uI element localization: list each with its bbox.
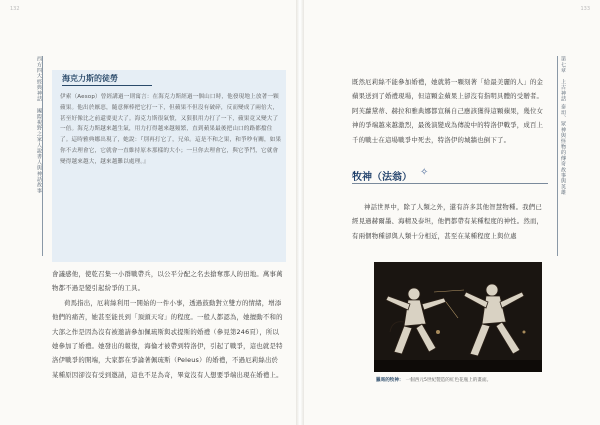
caption-text: 一個西元5世紀製造的紅色花瓶上的畫面。 <box>405 378 492 383</box>
left-page-number: 132 <box>10 6 20 12</box>
paragraph: 既然厄莉絲不能參加婚禮，她就將一顆刻著「給最美麗的人」的金蘋果送到了婚禮現場，但這顆金蘋果上卻沒有指明具體的受贈者。阿芙蘿黛蒂、赫拉和雅典娜都宣稱自己應該獲得這顆蘋果，幾位女神的爭端越來越激烈，最後演變成為傳說中的特洛伊戰爭，成百上千的戰士在這場戰爭中死去，特洛伊的城牆也倒下了。 <box>352 78 544 144</box>
right-margin-rule <box>557 56 558 256</box>
right-page-number: 133 <box>580 6 590 12</box>
left-running-head-book: 國際視野之家人說書人與神話故事 <box>36 108 42 194</box>
diamond-sparkle-icon: ✧ <box>420 167 429 178</box>
right-running-head-chapter: 第七章 上古神話 <box>560 56 566 102</box>
book-gutter <box>296 0 304 425</box>
paragraph: 會議感他，使乾召集一小群戰帶兵，以公平分配之名去搶奪那人的田地。萬事萬物都不過是變引起紛爭的工具。 <box>52 270 283 293</box>
figure-caption <box>376 377 542 384</box>
sidebar-title-underline <box>62 85 152 86</box>
left-margin-rule <box>42 56 43 256</box>
caption-head: 羅馬的牧神： <box>376 378 404 383</box>
sidebar-title: 海克力斯的徒勞 <box>62 74 118 83</box>
right-body-text-top <box>352 75 548 147</box>
right-running-head-subtitle: 泰坦、眾神與怪物的傳奇故事與英雄 <box>560 104 566 196</box>
left-running-head-series: 西方四大經典神話 <box>36 56 42 102</box>
sidebar-text: 伊索（Aesop）曾經講過一則寓言：在海克力斯經過一個山口時，他發現地上放著一顆蘋果。他出於厭惡，隨意揮棒把它打一下，但蘋果不但沒有破碎，反而變成了兩倍大，甚至好像比之前還要更大了。海克力斯很氣憤，又狠狠用力打了一下，蘋果竟又變大了一倍。海克力斯越來越生氣，用力打得越來越頻繁，直到蘋果最後把山口的路都擋住了。這時雅典娜出現了，她說：『別再打它了，兄弟。這是不和之果，和爭吵有關，如果你不去理會它，它就會一直維持原本那樣的大小；一旦你去理會它，與它爭鬥，它就會變得越來越大，越來越難以處理。』 <box>60 94 282 165</box>
right-body-text-bottom <box>352 200 548 243</box>
left-body-text <box>52 267 284 382</box>
paragraph: 荷馬指出，厄莉絲利用一開始的一件小事，透過鼓動對立雙方的情緒，增添他們的痛苦，她甚至能長到「頂頭天穹」的程度。一般人都認為，她擅動不和的大部之作是因為沒有被邀請參加佩琉斯與忒提斯的婚禮（參見第246頁），所以她參加了婚禮。她發出的報復，海倫才被帶到特洛伊，引起了戰爭，這也就是特洛伊戰爭的開端，大家都在爭論著佩琉斯（Peleus）的婚禮，不過厄莉絲出於某種原因卻沒有受到邀請，這也不足為奇，畢竟沒有人想要爭端出現在婚禮上。 <box>52 298 283 379</box>
vase-painting-image <box>374 262 542 372</box>
section-heading-rule <box>352 183 548 184</box>
section-heading: 牧神（法翁） <box>352 172 412 183</box>
paragraph: 神話世界中，除了人類之外，還有許多其他智慧物種。我們已經見過赫爾墨、海精及泰坦，他們都帶有某種程度的神性。然而，有兩個物種卻與人類十分相近，甚至在某種程度上與位處 <box>352 203 544 240</box>
